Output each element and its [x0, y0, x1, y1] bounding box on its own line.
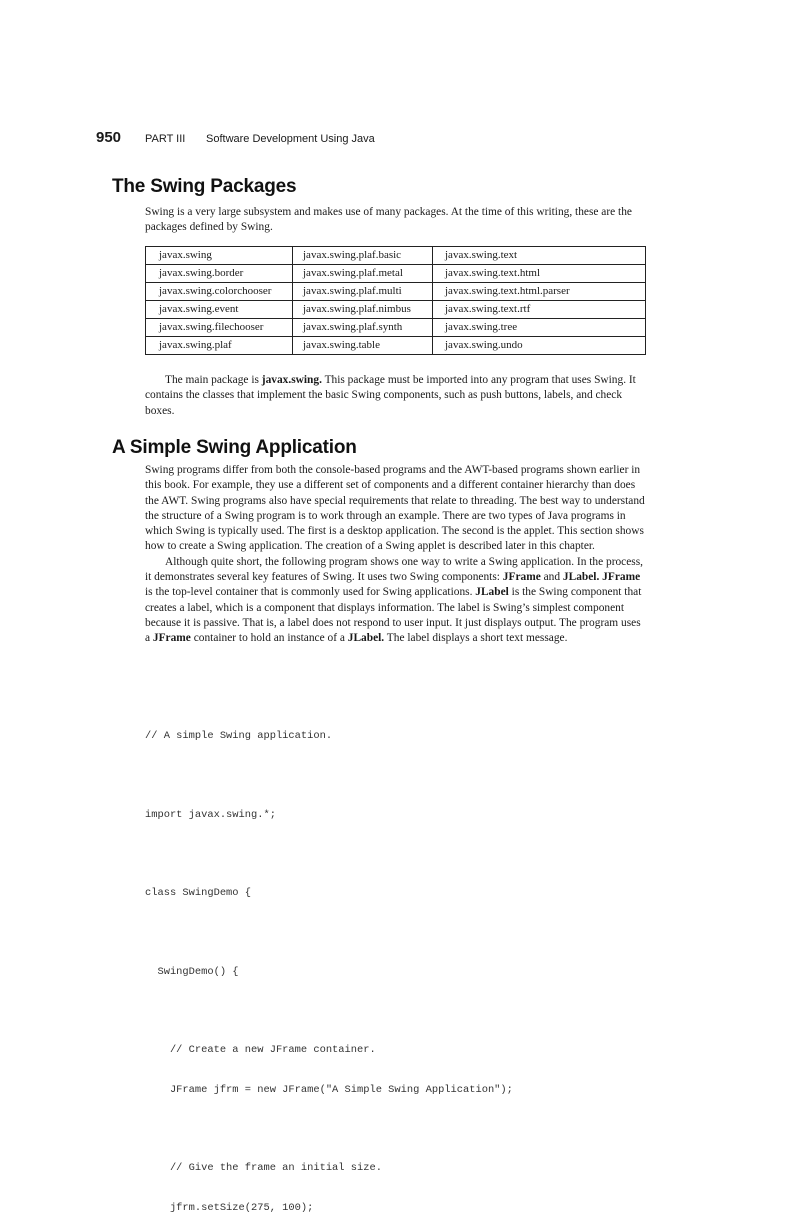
- code-term: JLabel.: [347, 632, 385, 645]
- main-package-text: The main package is javax.swing. This package must be imported into any program that uses Swing. It contains the classes that implement the basic Swing components, such as push buttons, labels, and check boxes.: [145, 374, 636, 417]
- simple-app-body: [145, 463, 647, 647]
- table-row: [146, 247, 646, 265]
- table-cell: javax.swing: [146, 247, 293, 265]
- code-line: jfrm.setSize(275, 100);: [145, 1201, 314, 1214]
- code-term: JLabel.: [562, 571, 600, 584]
- packages-table: [145, 246, 646, 355]
- code-line: [145, 1123, 513, 1136]
- table-cell: javax.swing.plaf.nimbus: [293, 301, 433, 319]
- table-cell: javax.swing.table: [293, 337, 433, 355]
- table-cell: javax.swing.plaf: [146, 337, 293, 355]
- table-row: [146, 265, 646, 283]
- code-line: // A simple Swing application.: [145, 730, 333, 743]
- table-cell: javax.swing.colorchooser: [146, 283, 293, 301]
- section-heading-swing-packages: The Swing Packages: [112, 176, 297, 197]
- table-row: [146, 301, 646, 319]
- code-term: JFrame: [152, 632, 191, 645]
- paragraph: Although quite short, the following program shows one way to write a Swing application. In the process, it demonstrates several key features of Swing. It uses two Swing components: JFrame and JLabel. JFrame is the top-level container that is commonly used for Swing applications. JLabel is the Swing component that creates a label, which is a component that displays information. The label is Swing’s simplest component because it is passive. That is, a label does not respond to user input. It just displays output. The program uses a JFrame container to hold an instance of a JLabel. The label displays a short text message.: [145, 555, 644, 645]
- code-listing: [145, 704, 513, 1228]
- table-row: [146, 283, 646, 301]
- running-header: [96, 129, 375, 147]
- code-term: JLabel: [475, 586, 509, 599]
- table-cell: javax.swing.text.rtf: [433, 301, 646, 319]
- page-number: 950: [96, 129, 122, 146]
- table-cell: javax.swing.event: [146, 301, 293, 319]
- code-line: class SwingDemo {: [145, 887, 252, 900]
- part-label: PART III: [145, 133, 186, 145]
- table-cell: javax.swing.text: [433, 247, 646, 265]
- section-heading-simple-swing-app: A Simple Swing Application: [112, 437, 357, 458]
- code-line: import javax.swing.*;: [145, 808, 276, 821]
- table-cell: javax.swing.filechooser: [146, 319, 293, 337]
- intro-paragraph: [145, 205, 647, 236]
- code-term: JFrame: [502, 571, 541, 584]
- code-line: // Give the frame an initial size.: [145, 1162, 382, 1175]
- code-line: SwingDemo() {: [145, 965, 239, 978]
- code-line: // Create a new JFrame container.: [145, 1044, 376, 1057]
- code-term: javax.swing.: [261, 374, 322, 386]
- main-package-paragraph: [145, 373, 647, 419]
- table-cell: javax.swing.border: [146, 265, 293, 283]
- code-line: [145, 769, 513, 782]
- table-row: [146, 319, 646, 337]
- code-line: [145, 848, 513, 861]
- intro-text: Swing is a very large subsystem and makes use of many packages. At the time of this writing, these are the packages defined by Swing.: [145, 206, 632, 234]
- paragraph: Swing programs differ from both the console-based programs and the AWT-based programs shown earlier in this book. For example, they use a different set of components and a different container hierarchy than does the AWT. Swing programs also have special requirements that relate to threading. The best way to understand the structure of a Swing program is to work through an example. There are two types of Java programs in which Swing is typically used. The first is a desktop application. The second is the applet. This section shows how to create a Swing application. The creation of a Swing applet is described later in this chapter.: [145, 464, 645, 553]
- table-cell: javax.swing.tree: [433, 319, 646, 337]
- table-cell: javax.swing.plaf.multi: [293, 283, 433, 301]
- code-line: [145, 1005, 513, 1018]
- code-term: JFrame: [602, 571, 641, 584]
- table-cell: javax.swing.plaf.basic: [293, 247, 433, 265]
- table-cell: javax.swing.undo: [433, 337, 646, 355]
- table-cell: javax.swing.plaf.metal: [293, 265, 433, 283]
- code-line: JFrame jfrm = new JFrame("A Simple Swing Application");: [145, 1083, 513, 1096]
- table-cell: javax.swing.text.html: [433, 265, 646, 283]
- table-row: [146, 337, 646, 355]
- table-cell: javax.swing.text.html.parser: [433, 283, 646, 301]
- table-cell: javax.swing.plaf.synth: [293, 319, 433, 337]
- code-line: [145, 927, 513, 940]
- running-title: Software Development Using Java: [206, 133, 375, 145]
